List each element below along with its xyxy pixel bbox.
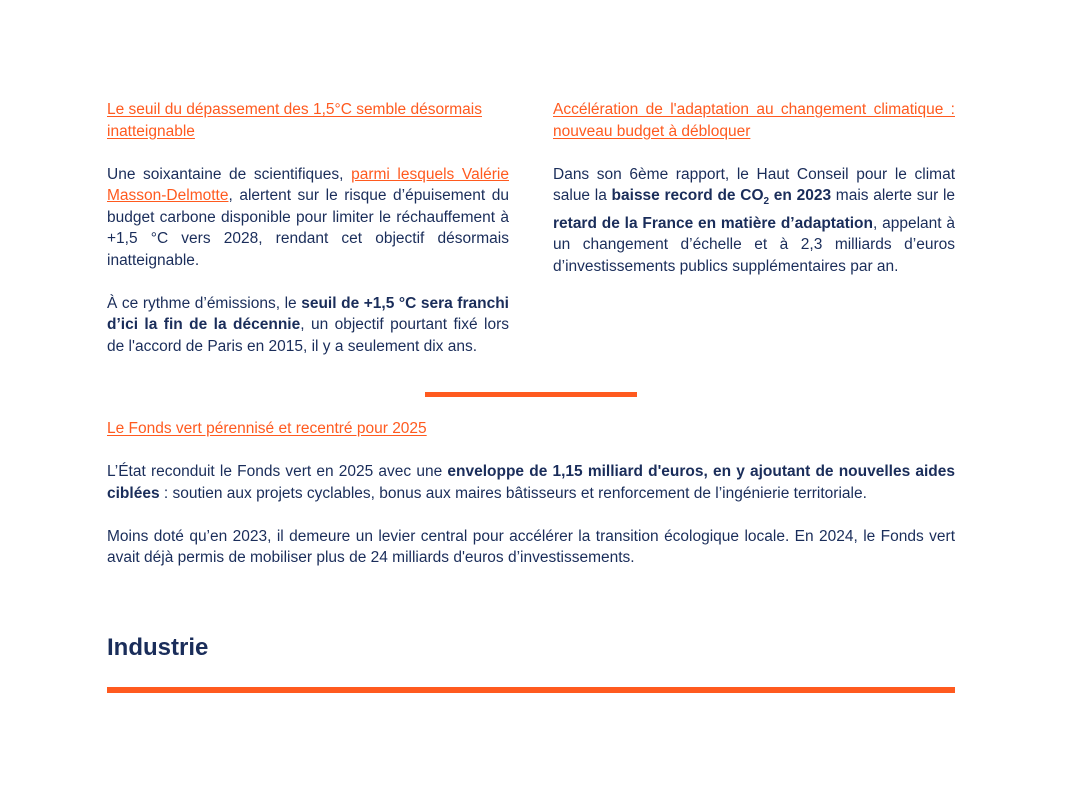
right-p1-text-c: , appelant à un changement d’échelle et à 2,3 milliards d’euros d’investissements publics supplémentaires par an. xyxy=(553,214,955,275)
fonds-p1-text-a: L’État reconduit le Fonds vert en 2025 avec une xyxy=(107,463,448,480)
right-p1-bold-2: retard de la France en matière d’adaptation xyxy=(553,214,873,232)
left-p1-text-a: Une soixantaine de scientifiques, xyxy=(107,165,352,183)
fonds-paragraph-1 xyxy=(107,461,955,504)
left-p2-text-b: , un objectif pourtant fixé lors de l'accord de Paris en 2015, il y a seulement dix ans. xyxy=(107,316,509,355)
left-p1-text-b: , alertent sur le risque d’épuisement du budget carbone disponible pour limiter le réchauffement à +1,5 °C vers 2028, rendant cet objectif désormais inatteignable. xyxy=(107,187,509,269)
masson-delmotte-link[interactable]: parmi lesquels Valérie Masson-Delmotte xyxy=(107,165,509,204)
right-p1-bold-co: baisse record de CO xyxy=(611,187,764,204)
heading-seuil-link[interactable]: Le seuil du dépassement des 1,5°C semble désormais inatteignable xyxy=(107,101,482,140)
right-p1-bold-year: en 2023 xyxy=(769,187,832,204)
right-p1-text-a: Dans son 6ème rapport, le Haut Conseil pour le climat salue la xyxy=(553,165,955,204)
left-p2-bold: seuil de +1,5 °C sera franchi d’ici la fin de la décennie xyxy=(107,294,509,333)
left-paragraph-1 xyxy=(107,164,509,272)
right-p1-subscript: 2 xyxy=(763,196,770,208)
left-paragraph-2 xyxy=(107,293,509,358)
right-column xyxy=(553,99,955,277)
heading-fonds-vert-link[interactable]: Le Fonds vert pérennisé et recentré pour 2025 xyxy=(107,420,427,437)
right-p1-text-b: mais alerte sur le xyxy=(831,187,956,204)
short-divider xyxy=(425,392,637,397)
left-p2-text-a: À ce rythme d’émissions, le xyxy=(107,294,302,312)
fonds-p1-text-b: : soutien aux projets cyclables, bonus aux maires bâtisseurs et renforcement de l’ingénierie territoriale. xyxy=(159,484,867,502)
left-column xyxy=(107,99,509,357)
long-divider xyxy=(107,687,955,693)
section-title-industrie: Industrie xyxy=(107,634,209,661)
right-p1-bold-1 xyxy=(611,187,832,208)
right-paragraph-1 xyxy=(553,164,955,278)
fonds-vert-section xyxy=(107,418,955,569)
heading-adaptation-link[interactable]: Accélération de l'adaptation au changement climatique : nouveau budget à débloquer xyxy=(553,101,955,140)
fonds-p1-bold: enveloppe de 1,15 milliard d'euros, en y ajoutant de nouvelles aides ciblées xyxy=(107,463,956,502)
fonds-paragraph-2: Moins doté qu’en 2023, il demeure un levier central pour accélérer la transition écologique locale. En 2024, le Fonds vert avait déjà permis de mobiliser plus de 24 milliards d'euros d’investissements. xyxy=(107,527,955,566)
